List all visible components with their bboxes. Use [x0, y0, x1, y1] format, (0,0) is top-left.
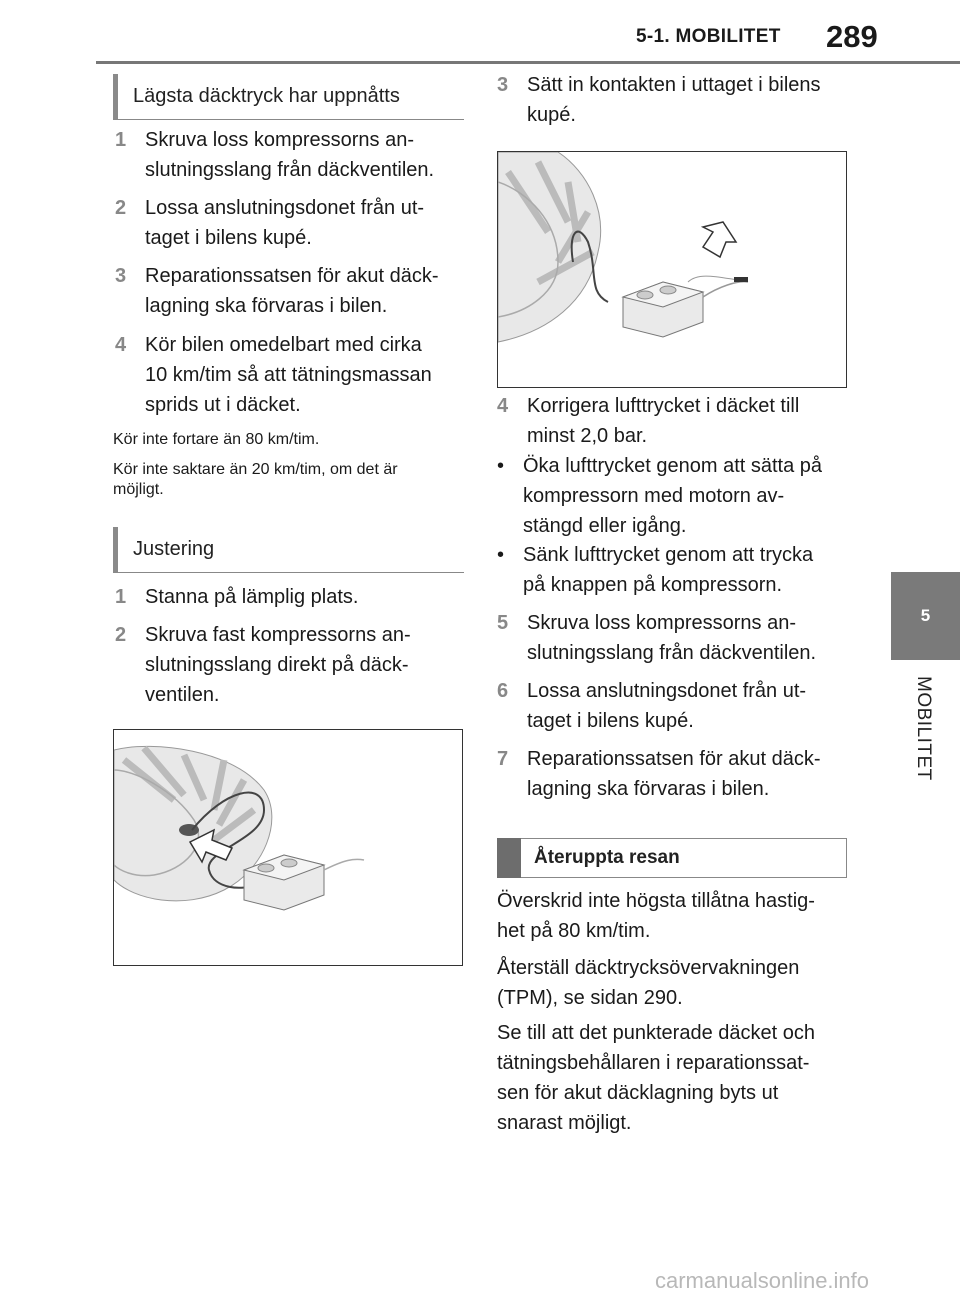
step-item: [115, 125, 465, 185]
page-number: 289: [826, 19, 878, 54]
step-number: 3: [115, 265, 127, 287]
step-text: Korrigera lufttrycket i däcket till minst 2,0 bar.: [527, 395, 800, 447]
step-number: 6: [497, 680, 509, 702]
heading-resume-journey-text: Återuppta resan: [534, 847, 680, 868]
step-text: Reparationssatsen för akut däck- lagning ska förvaras i bilen.: [527, 748, 821, 800]
step-item: [497, 744, 847, 804]
paragraph-speed-limit: Överskrid inte högsta tillåtna hastig- het på 80 km/tim.: [497, 890, 815, 942]
step-item: [115, 620, 465, 710]
step-text: Skruva loss kompressorns an- slutningsslang från däckventilen.: [527, 612, 817, 664]
step-number: 2: [115, 197, 127, 219]
step-item: [115, 261, 465, 321]
bullet-text: Sänk lufttrycket genom att trycka på knappen på kompressorn.: [523, 544, 814, 596]
step-item: [497, 391, 847, 451]
chapter-label: MOBILITET: [913, 676, 934, 781]
bullet-dot: •: [497, 544, 505, 566]
step-text: Skruva fast kompressorns an- slutningsslang direkt på däck- ventilen.: [145, 624, 411, 706]
step-item: [497, 676, 847, 736]
chapter-tab[interactable]: [891, 572, 960, 660]
note-max-speed: Kör inte fortare än 80 km/tim.: [113, 431, 320, 448]
heading-min-pressure-text: Lägsta däcktryck har uppnåtts: [133, 85, 400, 107]
step-number: 4: [497, 395, 509, 417]
step-text: Sätt in kontakten i uttaget i bilens kupé.: [527, 74, 821, 126]
figure-compressor-valve: [113, 729, 463, 966]
figure-plug-socket: [497, 151, 847, 388]
step-number: 1: [115, 129, 127, 151]
header-rule: [96, 61, 960, 64]
bullet-item: [497, 451, 847, 541]
step-item: [497, 70, 847, 130]
bullet-item: [497, 540, 847, 600]
step-text: Stanna på lämplig plats.: [145, 586, 359, 608]
paragraph-replace-tyre: Se till att det punkterade däcket och tätningsbehållaren i reparationssat- sen för akut däcklagning byts ut snarast möjligt.: [497, 1022, 815, 1134]
step-number: 7: [497, 748, 509, 770]
note-min-speed: Kör inte saktare än 20 km/tim, om det är möjligt.: [113, 461, 398, 498]
bullet-dot: •: [497, 455, 505, 477]
heading-adjustment: [113, 527, 464, 573]
step-text: Skruva loss kompressorns an- slutningsslang från däckventilen.: [145, 129, 435, 181]
heading-resume-journey: [497, 838, 847, 878]
section-title: 5-1. MOBILITET: [636, 26, 781, 47]
heading-marker: [497, 838, 521, 878]
bullet-text: Öka lufttrycket genom att sätta på kompressorn med motorn av- stängd eller igång.: [523, 455, 823, 537]
watermark: carmanualsonline.info: [655, 1268, 870, 1293]
step-text: Lossa anslutningsdonet från ut- taget i bilens kupé.: [145, 197, 425, 249]
step-number: 3: [497, 74, 509, 96]
step-number: 5: [497, 612, 509, 634]
step-item: [115, 582, 465, 612]
paragraph-reset-tpm: Återställ däcktrycksövervakningen (TPM), se sidan 290.: [497, 957, 800, 1009]
chapter-number: 5: [920, 606, 931, 625]
step-number: 4: [115, 334, 127, 356]
step-item: [497, 608, 847, 668]
step-text: Reparationssatsen för akut däck- lagning ska förvaras i bilen.: [145, 265, 439, 317]
heading-min-pressure: [113, 74, 464, 120]
step-number: 1: [115, 586, 127, 608]
step-text: Kör bilen omedelbart med cirka 10 km/tim så att tätningsmassan sprids ut i däcket.: [145, 334, 432, 416]
step-item: [115, 330, 465, 420]
step-text: Lossa anslutningsdonet från ut- taget i bilens kupé.: [527, 680, 807, 732]
step-item: [115, 193, 465, 253]
step-number: 2: [115, 624, 127, 646]
heading-adjustment-text: Justering: [133, 538, 215, 560]
